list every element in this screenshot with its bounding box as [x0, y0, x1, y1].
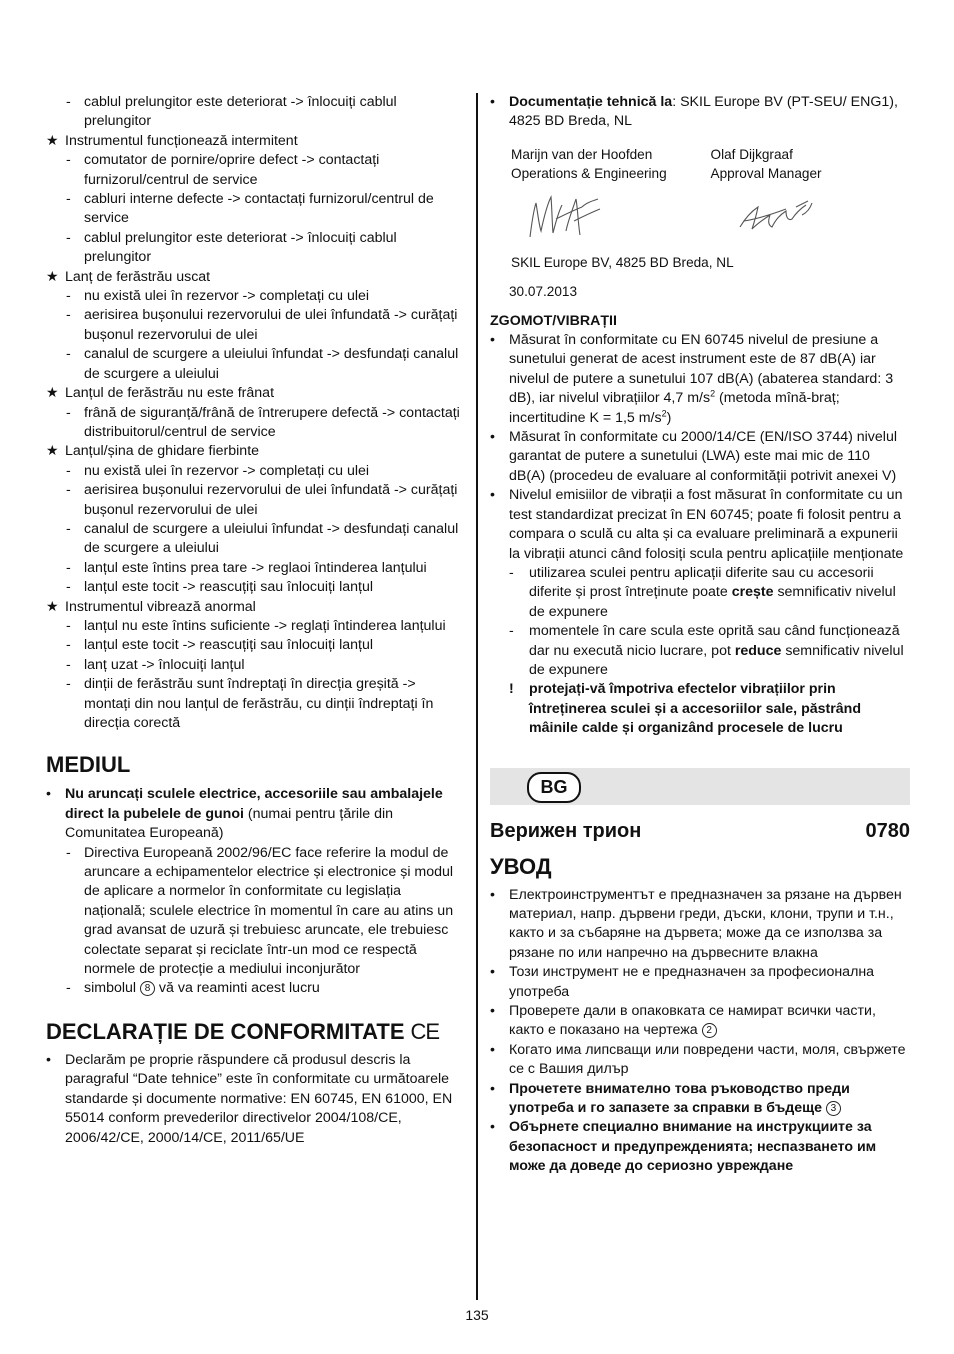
signers [511, 145, 910, 183]
list-item-text: cabluri interne defecte -> contactați furnizorul/centrul de service [84, 191, 434, 227]
bg-list-item [490, 1002, 910, 1041]
zgomot-bullet-3: • Nivelul emisiilor de vibrații a fost măsurat în conformitate cu un test standardizat precizat în EN 60745; poate fi folosit pentru a compara o sculă cu alta și ca evaluare preliminară a expunerii la vibrații atunci când folosiți scula pentru aplicațiile menționate [490, 486, 910, 564]
declaratie-heading-text: DECLARAȚIE DE CONFORMITATE [46, 1018, 405, 1044]
problem-item [46, 268, 466, 287]
bg-list-item [490, 963, 910, 1002]
zgomot-b3: Nivelul emisiilor de vibrații a fost măsurat în conformitate cu un test standardizat precizat în EN 60745; poate fi folosit pentru a compara o sculă cu alta și ca evaluare preliminară a expunerii la vibrații atunci când folosiți scula pentru aplicațiile menționate [509, 487, 904, 562]
dash-marker: - [66, 307, 71, 324]
list-item-text: lanțul este tocit -> reascuțiți sau înlocuiți lanțul [84, 637, 374, 654]
signer-2-name: Olaf Dijkgraaf [710, 146, 793, 162]
list-item-text: lanț uzat -> înlocuiți lanțul [84, 656, 245, 673]
signature-2 [736, 197, 816, 237]
list-item-text: frână de siguranță/frână de întrerupere defectă -> contactați distribuitorul/centrul de service [84, 404, 460, 440]
list-item-text: lanțul nu este întins suficiente -> reglați întinderea lanțului [84, 617, 446, 634]
cause-remedy-item [46, 404, 466, 443]
zgomot-b1-sup2: 2 [661, 407, 667, 418]
cause-remedy-item [46, 636, 466, 655]
bullet-marker: • [490, 964, 495, 981]
figure-ref-8: 8 [140, 981, 155, 996]
list-item-text: cablul prelungitor este deteriorat -> înlocuiți cablul prelungitor [84, 94, 397, 130]
mediul-heading: MEDIUL [46, 752, 131, 778]
bg-list-item [490, 1118, 910, 1176]
zgomot-heading: ZGOMOT/VIBRAȚII [490, 312, 617, 329]
cause-remedy-item [46, 229, 466, 268]
bullet-marker: • [46, 786, 51, 803]
signer-1-name: Marijn van der Hoofden [511, 146, 653, 162]
star-marker: ★ [46, 443, 59, 460]
list-item-text: lanțul este tocit -> reascuțiți sau înlocuiți lanțul [84, 579, 374, 596]
cause-remedy-item [46, 345, 466, 384]
bg-list-item-text: Обърнете специално внимание на инструкциите за безопасност и предупрежденията; неспазването им може да доведе до сериозно увреждане [509, 1119, 877, 1175]
column-divider [476, 93, 478, 1300]
mediul-bullet [46, 785, 466, 843]
bg-list-item-text: Когато има липсващи или повредени части, моля, свържете се с Вашия дилър [509, 1041, 906, 1078]
language-band [490, 768, 910, 805]
mediul-bullet-bold: Nu aruncați sculele electrice, accesoriile sau ambalajele direct la pubelele de gunoi [65, 786, 443, 822]
mediul-dash-1-text: Directiva Europeană 2002/96/EC face referire la modul de aruncare a echipamentelor electrice și electronice și modul de aplicare a normelor în conformitate cu legislația națională; sculele electrice în momentul în care au atins un grad avansat de uzură și trebuiesc aruncate, ele trebuiesc colectate separat și reciclate într-un mod ce respectă normele de protecție a mediului inconjurător [84, 844, 454, 978]
cause-remedy-item [46, 578, 466, 597]
dash-marker: - [66, 152, 71, 169]
product-model: 0780 [865, 819, 910, 842]
language-badge: BG [527, 772, 581, 803]
cause-remedy-item [46, 190, 466, 229]
list-item-text: Instrumentul vibrează anormal [65, 598, 256, 615]
declaratie-text: Declarăm pe proprie răspundere că produsul descris la paragraful “Date tehnice” este în conformitate cu următoarele standarde și documente normative: EN 60745, EN 61000, EN 55014 conform prevederilor directivelor 2004/108/CE, 2006/42/CE, 2000/14/CE, 2011/65/UE [65, 1051, 453, 1146]
troubleshooting-list [46, 93, 466, 733]
declaratie-bullet: • Declarăm pe proprie răspundere că produsul descris la paragraful “Date tehnice” este în conformitate cu următoarele standarde și documente normative: EN 60745, EN 61000, EN 55014 conform prevederilor directivelor 2004/108/CE, 2006/42/CE, 2000/14/CE, 2011/65/UE [46, 1051, 466, 1148]
bg-list-item-content [490, 886, 910, 964]
zgomot-bullet-2: • Măsurat în conformitate cu 2000/14/CE (EN/ISO 3744) nivelul garantat de putere a sunetului (LWA) este mai mic de 110 dB(A) (procedeu de evaluare al conformității potrivit anexei V) [490, 428, 910, 486]
left-column [46, 93, 466, 1148]
zgomot-warning [490, 680, 910, 738]
star-marker: ★ [46, 598, 59, 615]
zgomot-d2-b: semnificativ nivelul de expunere [529, 642, 904, 678]
cause-remedy-item [46, 617, 466, 636]
cause-remedy-item [46, 675, 466, 733]
star-marker: ★ [46, 132, 59, 149]
bullet-marker: • [490, 1003, 495, 1019]
cause-remedy-item [46, 462, 466, 481]
dash-marker: - [66, 94, 71, 110]
mediul-dash-2-after: vă va reaminti acest lucru [154, 980, 320, 997]
bg-list-item-content [490, 1080, 910, 1119]
dash-marker: - [66, 346, 71, 363]
bullet-marker: • [490, 1041, 495, 1058]
dash-marker: - [66, 676, 71, 693]
zgomot-bullet-1: • Măsurat în conformitate cu EN 60745 nivelul de presiune a sunetului generat de acest instrument este de 87 dB(A) iar nivelul de putere a sunetului 107 dB(A) (abaterea standard: 3 dB), iar nivelul vibrațiilor 4,7 $m/s^2$ (metoda mînă-braț; incertitudine K = 1,5 $m/s^2$) [490, 332, 894, 426]
date: 30.07.2013 [509, 284, 578, 300]
bg-list-item-text: Електроинструментът е предназначен за рязане на дървен материал, напр. дървени греди, дъски, клони, трупи и т.н., както и за събаряне на дървета; може да се използва за рязане по или напречно на дървесните влакна [509, 886, 902, 961]
cause-remedy-item [46, 93, 466, 132]
bg-list-item [490, 886, 910, 964]
warning-mark: ! [509, 681, 514, 698]
zgomot-d2-a: momentele în care scula este oprită sau când funcționează dar nu execută nicio lucrare, pot [529, 623, 900, 659]
zgomot-b1-a: Măsurat în conformitate cu EN 60745 nivelul de presiune a sunetului generat de acest instrument este de 87 dB(A) iar nivelul de putere a sunetului 107 dB(A) (abaterea standard: 3 dB), iar nivelul vibrațiilor 4,7 m/s [509, 332, 894, 407]
dash-marker: - [66, 462, 71, 479]
mediul-dash-1: - Directiva Europeană 2002/96/EC face referire la modul de aruncare a echipamentelor electrice și electronice și modul de aplicare a normelor în conformitate cu legislația națională; sculele electrice în momentul în care au atins un grad avansat de uzură și trebuiesc aruncate, ele trebuiesc colectate separat și reciclate într-un mod ce respectă normele de protecție a mediului inconjurător [46, 844, 466, 980]
zgomot-d1-b: semnificativ nivelul de expunere [529, 584, 896, 620]
cause-remedy-item [46, 656, 466, 675]
list-item-text: cablul prelungitor este deteriorat -> înlocuiți cablul prelungitor [84, 229, 397, 266]
zgomot-warn-text: protejați-vă împotriva efectelor vibrațiilor prin întreținerea sculei și a accesoriilor sale, păstrând mâinile calde și organizând procesele de lucru [529, 681, 861, 737]
uvod-heading: УВОД [490, 853, 552, 879]
list-item-text: canalul de scurgere a uleiului înfundat -> desfundați canalul de scurgere a uleiului [84, 520, 459, 557]
bg-list-item-content [490, 1041, 910, 1080]
star-marker: ★ [46, 268, 59, 285]
list-item-text: Lanț de ferăstrău uscat [65, 268, 211, 285]
dash-marker: - [66, 617, 71, 634]
list-item-text: aerisirea bușonului rezervorului de ulei înfundată -> curățați bușonul rezervorului de ulei [84, 482, 458, 518]
list-item-text: Lanțul/șina de ghidare fierbinte [65, 443, 260, 460]
dash-marker: - [66, 520, 71, 537]
dash-marker: - [66, 288, 71, 305]
bg-intro-list [490, 886, 910, 1177]
declaratie-heading [46, 1019, 466, 1045]
bullet-marker: • [490, 1119, 495, 1136]
cause-remedy-item [46, 481, 466, 520]
right-column [490, 93, 910, 1177]
dash-marker: - [66, 579, 71, 596]
signer-2 [711, 145, 911, 183]
dash-marker: - [66, 637, 71, 654]
cause-remedy-item [46, 559, 466, 578]
problem-item [46, 132, 466, 151]
doc-rest: : SKIL Europe BV (PT-SEU/ ENG1), 4825 BD Breda, NL [509, 94, 898, 130]
zgomot-b1-b: (metoda mînă-braț; incertitudine K = 1,5 m/s [509, 390, 840, 426]
list-item-text: comutator de pornire/oprire defect -> contactați furnizorul/centrul de service [84, 152, 380, 188]
dash-marker: - [66, 191, 71, 208]
problem-item [46, 384, 466, 403]
doc-label: Documentație tehnică la [509, 94, 673, 110]
zgomot-b1-sup1: 2 [710, 388, 716, 399]
dash-marker: - [66, 229, 71, 246]
bg-list-item [490, 1080, 910, 1119]
bullet-marker: • [490, 1080, 495, 1097]
figure-ref-3: 3 [826, 1101, 841, 1116]
signatures [490, 183, 910, 253]
figure-ref-2: 2 [702, 1023, 717, 1038]
list-item-text: canalul de scurgere a uleiului înfundat -> desfundați canalul de scurgere a uleiului [84, 346, 459, 382]
problem-item [46, 442, 466, 461]
list-item-text: nu există ulei în rezervor -> completați cu ulei [84, 288, 370, 305]
list-item-text: nu există ulei în rezervor -> completați cu ulei [84, 462, 370, 479]
problem-item [46, 598, 466, 617]
zgomot-d1-a: utilizarea sculei pentru aplicații diferite sau cu accesorii diferite și prost întreținute poate [529, 564, 874, 601]
doc-bullet: • Documentație tehnică la: SKIL Europe BV (PT-SEU/ ENG1), 4825 BD Breda, NL [490, 94, 898, 130]
product-title-text: Верижен трион [490, 819, 642, 842]
cause-remedy-item [46, 306, 466, 345]
mediul-dash-2-before: simbolul [84, 980, 140, 997]
zgomot-d1-bold: crește [731, 584, 774, 601]
bg-list-item-content [490, 1002, 910, 1041]
signature-1 [526, 191, 606, 243]
bg-list-item-text: Проверете дали в опаковката се намират всички части, както е показано на чертежа [509, 1003, 876, 1039]
zgomot-b1-c: ) [666, 409, 672, 426]
signer-2-role: Approval Manager [710, 165, 822, 181]
signer-1-role: Operations & Engineering [511, 165, 667, 181]
bg-list-item-content [490, 963, 910, 1002]
cause-remedy-item [46, 520, 466, 559]
list-item-text: lanțul este întins prea tare -> reglaoi întinderea lanțului [84, 559, 427, 576]
dash-marker: - [66, 482, 71, 499]
zgomot-dash-2: - momentele în care scula este oprită sau când funcționează dar nu execută nicio lucrare, pot reduce semnificativ nivelul de expunere [509, 623, 904, 678]
list-item-text: dinții de ferăstrău sunt îndreptați în direcția greșită -> montați din nou lanțul de ferăstrău, cu dinții îndreptați în direcția corectă [84, 676, 434, 731]
star-marker: ★ [46, 385, 59, 402]
cause-remedy-item [46, 151, 466, 190]
dash-marker: - [66, 559, 71, 576]
product-title [490, 819, 910, 843]
company: SKIL Europe BV, 4825 BD Breda, NL [511, 254, 734, 270]
bg-list-item [490, 1041, 910, 1080]
mediul-dash-2: - simbolul 8 vă va reaminti acest lucru [66, 980, 320, 997]
cause-remedy-item [46, 287, 466, 306]
bg-list-item-text: Прочетете внимателно това ръководство преди употреба и го запазете за справки в бъдеще [509, 1080, 850, 1117]
zgomot-d2-bold: reduce [734, 642, 782, 659]
zgomot-b2: Măsurat în conformitate cu 2000/14/CE (EN/ISO 3744) nivelul garantat de putere a sunetului (LWA) este mai mic de 110 dB(A) (procedeu de evaluare al conformității potrivit anexei V) [509, 429, 897, 484]
ce-mark: CE [410, 1018, 440, 1044]
signer-1 [511, 145, 711, 183]
list-item-text: aerisirea bușonului rezervorului de ulei înfundată -> curățați bușonul rezervorului de ulei [84, 307, 458, 343]
bg-list-item-text: Този инструмент не е предназначен за професионална употреба [509, 964, 875, 1000]
dash-marker: - [66, 656, 71, 673]
bullet-marker: • [490, 886, 495, 903]
dash-marker: - [66, 404, 71, 421]
zgomot-dash-1: - utilizarea sculei pentru aplicații diferite sau cu accesorii diferite și prost întreținute poate crește semnificativ nivelul de expunere [509, 564, 896, 620]
list-item-text: Lanțul de ferăstrău nu este frânat [65, 385, 275, 402]
page-number: 135 [465, 1307, 489, 1323]
bg-list-item-content [490, 1118, 910, 1176]
list-item-text: Instrumentul funcționează intermitent [65, 132, 298, 149]
mediul-bullet-rest: (numai pentru țările din Comunitatea Europeană) [65, 805, 393, 842]
